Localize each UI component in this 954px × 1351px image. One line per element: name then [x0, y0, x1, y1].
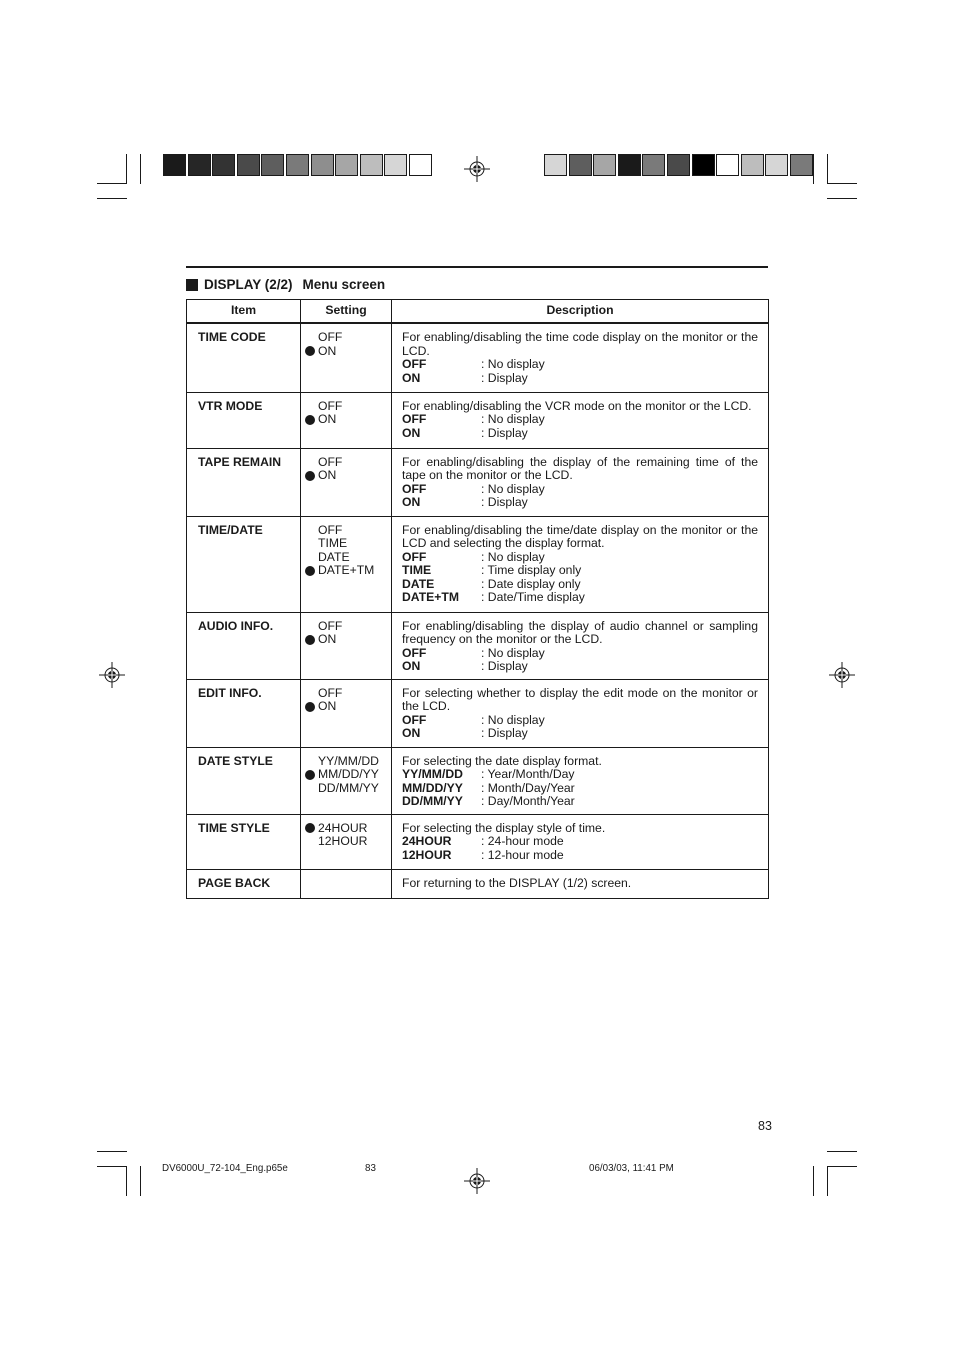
setting-option [305, 469, 391, 483]
setting-option-label: OFF [318, 618, 343, 633]
color-swatch [716, 154, 739, 176]
option-key: ON [402, 495, 421, 510]
color-swatch [692, 154, 715, 176]
description-text: For enabling/disabling the time/date display on the monitor or the LCD and selecting the display format. [402, 522, 758, 551]
description-text: For enabling/disabling the VCR mode on the monitor or the LCD. [402, 398, 752, 413]
setting-option [305, 782, 391, 796]
crop-mark [126, 154, 127, 184]
item-name: EDIT INFO. [187, 679, 301, 747]
option-value: : Day/Month/Year [481, 794, 575, 809]
option-value: : Display [481, 659, 528, 674]
header-item: Item [187, 300, 301, 324]
description-cell [392, 392, 769, 448]
registration-mark-icon [829, 662, 855, 688]
bullet-spacer [305, 525, 315, 535]
description-cell [392, 814, 769, 869]
color-swatch [409, 154, 432, 176]
crop-mark [140, 154, 141, 184]
option-definition [402, 496, 758, 510]
footer-page: 83 [365, 1163, 376, 1174]
setting-cell [301, 869, 392, 898]
option-definition [402, 714, 758, 728]
crop-mark [140, 1166, 141, 1196]
bullet-spacer [305, 552, 315, 562]
setting-option [305, 687, 391, 701]
setting-option [305, 537, 391, 551]
option-value: : Year/Month/Day [481, 767, 575, 782]
square-bullet-icon [186, 279, 198, 291]
table-row [187, 448, 769, 516]
option-key: OFF [402, 481, 427, 496]
setting-cell [301, 747, 392, 814]
option-value: : Display [481, 370, 528, 385]
color-swatch [163, 154, 186, 176]
description-cell [392, 516, 769, 612]
crop-mark [827, 1166, 828, 1196]
option-key: 24HOUR [402, 834, 452, 849]
option-definition [402, 591, 758, 605]
section-subtitle: Menu screen [302, 277, 386, 292]
crop-mark [827, 1166, 857, 1167]
setting-option-label: OFF [318, 685, 343, 700]
selected-bullet-icon [305, 415, 315, 425]
color-swatch [384, 154, 407, 176]
setting-cell [301, 679, 392, 747]
color-swatch [261, 154, 284, 176]
bullet-spacer [305, 401, 315, 411]
option-key: TIME [402, 563, 432, 578]
setting-cell [301, 612, 392, 679]
option-value: : No display [481, 412, 545, 427]
option-definition [402, 358, 758, 372]
option-key: OFF [402, 712, 427, 727]
option-value: : Display [481, 425, 528, 440]
crop-mark [813, 1166, 814, 1196]
option-value: : 24-hour mode [481, 834, 564, 849]
selected-bullet-icon [305, 823, 315, 833]
setting-option [305, 345, 391, 359]
option-definition [402, 768, 758, 782]
page-number: 83 [758, 1119, 772, 1133]
setting-option-label: ON [318, 699, 337, 714]
bullet-spacer [305, 333, 315, 343]
color-calibration-bar-right [544, 154, 815, 176]
setting-option [305, 822, 391, 836]
setting-option-label: DD/MM/YY [318, 780, 379, 795]
description-cell [392, 869, 769, 898]
option-key: OFF [402, 549, 427, 564]
table-row [187, 323, 769, 392]
setting-option-label: 24HOUR [318, 820, 368, 835]
option-definition [402, 372, 758, 386]
option-definition [402, 660, 758, 674]
selected-bullet-icon [305, 471, 315, 481]
option-key: YY/MM/DD [402, 767, 463, 782]
bullet-spacer [305, 837, 315, 847]
description-cell [392, 448, 769, 516]
section-rule [186, 266, 768, 268]
setting-option-label: 12HOUR [318, 834, 368, 849]
menu-table [186, 299, 769, 899]
color-swatch [593, 154, 616, 176]
description-text: For selecting the display style of time. [402, 820, 606, 835]
color-swatch [212, 154, 235, 176]
option-definition [402, 483, 758, 497]
crop-mark [97, 1151, 127, 1152]
setting-option [305, 835, 391, 849]
setting-option [305, 768, 391, 782]
color-swatch [188, 154, 211, 176]
setting-option-label: YY/MM/DD [318, 753, 379, 768]
option-definition [402, 727, 758, 741]
setting-cell [301, 516, 392, 612]
setting-option [305, 524, 391, 538]
description-cell [392, 612, 769, 679]
description-cell [392, 679, 769, 747]
description-text: For enabling/disabling the display of audio channel or sampling frequency on the monitor or the LCD. [402, 618, 758, 647]
selected-bullet-icon [305, 346, 315, 356]
header-description: Description [392, 300, 769, 324]
selected-bullet-icon [305, 635, 315, 645]
item-name: VTR MODE [187, 392, 301, 448]
option-key: OFF [402, 357, 427, 372]
setting-option-label: DATE+TM [318, 563, 375, 578]
setting-option [305, 413, 391, 427]
color-swatch [286, 154, 309, 176]
color-swatch [311, 154, 334, 176]
option-definition [402, 413, 758, 427]
table-row [187, 612, 769, 679]
option-key: ON [402, 726, 421, 741]
option-definition [402, 647, 758, 661]
description-text: For enabling/disabling the display of the remaining time of the tape on the monitor or the LCD. [402, 454, 758, 483]
option-definition [402, 578, 758, 592]
color-swatch [237, 154, 260, 176]
setting-cell [301, 448, 392, 516]
item-name: TIME CODE [187, 323, 301, 392]
option-value: : Date/Time display [481, 590, 585, 605]
option-value: : No display [481, 357, 545, 372]
option-definition [402, 564, 758, 578]
registration-mark-icon [464, 156, 490, 182]
crop-mark [97, 183, 127, 184]
section-title [186, 277, 385, 292]
color-swatch [544, 154, 567, 176]
item-name: TAPE REMAIN [187, 448, 301, 516]
color-swatch [667, 154, 690, 176]
option-definition [402, 835, 758, 849]
option-key: 12HOUR [402, 847, 452, 862]
bullet-spacer [305, 457, 315, 467]
setting-option [305, 400, 391, 414]
option-value: : No display [481, 549, 545, 564]
setting-option [305, 755, 391, 769]
setting-cell [301, 814, 392, 869]
table-row [187, 392, 769, 448]
option-definition [402, 427, 758, 441]
setting-option [305, 564, 391, 578]
description-cell [392, 323, 769, 392]
item-name: TIME/DATE [187, 516, 301, 612]
option-value: : 12-hour mode [481, 847, 564, 862]
crop-mark [126, 1166, 127, 1196]
color-swatch [569, 154, 592, 176]
option-key: OFF [402, 412, 427, 427]
bullet-spacer [305, 621, 315, 631]
color-swatch [335, 154, 358, 176]
option-value: : No display [481, 712, 545, 727]
crop-mark [827, 183, 857, 184]
table-row [187, 814, 769, 869]
option-value: : Display [481, 726, 528, 741]
table-row [187, 679, 769, 747]
option-key: DD/MM/YY [402, 794, 463, 809]
description-text: For selecting whether to display the edit mode on the monitor or the LCD. [402, 685, 758, 714]
item-name: AUDIO INFO. [187, 612, 301, 679]
setting-cell [301, 323, 392, 392]
setting-option-label: TIME [318, 536, 348, 551]
setting-option-label: OFF [318, 330, 343, 344]
option-key: MM/DD/YY [402, 780, 463, 795]
option-definition [402, 551, 758, 565]
color-calibration-bar-left [163, 154, 434, 176]
table-row [187, 747, 769, 814]
setting-option-label: DATE [318, 549, 350, 564]
registration-mark-icon [99, 662, 125, 688]
table-header-row [187, 300, 769, 324]
bullet-spacer [305, 688, 315, 698]
option-key: DATE [402, 576, 435, 591]
color-swatch [765, 154, 788, 176]
option-value: : Time display only [481, 563, 582, 578]
registration-mark-icon [464, 1168, 490, 1194]
selected-bullet-icon [305, 566, 315, 576]
option-key: ON [402, 425, 421, 440]
table-row [187, 869, 769, 898]
setting-option [305, 331, 391, 345]
option-value: : Display [481, 495, 528, 510]
option-key: DATE+TM [402, 590, 459, 605]
table-row [187, 516, 769, 612]
crop-mark [97, 1166, 127, 1167]
option-key: ON [402, 370, 421, 385]
setting-option-label: ON [318, 343, 337, 358]
option-value: : Month/Day/Year [481, 780, 575, 795]
item-name: PAGE BACK [187, 869, 301, 898]
setting-option-label: MM/DD/YY [318, 767, 379, 782]
setting-cell [301, 392, 392, 448]
crop-mark [827, 154, 828, 184]
crop-mark [827, 1151, 857, 1152]
option-value: : No display [481, 645, 545, 660]
setting-option-label: ON [318, 468, 337, 483]
option-definition [402, 849, 758, 863]
description-text: For enabling/disabling the time code display on the monitor or the LCD. [402, 330, 758, 358]
setting-option-label: OFF [318, 398, 343, 413]
setting-option-label: ON [318, 632, 337, 647]
option-key: OFF [402, 645, 427, 660]
item-name: DATE STYLE [187, 747, 301, 814]
color-swatch [741, 154, 764, 176]
selected-bullet-icon [305, 770, 315, 780]
crop-mark [97, 198, 127, 199]
section-title-text: DISPLAY (2/2) [204, 277, 293, 292]
setting-option-label: ON [318, 412, 337, 427]
selected-bullet-icon [305, 702, 315, 712]
setting-option [305, 633, 391, 647]
footer-file: DV6000U_72-104_Eng.p65e [162, 1163, 288, 1174]
setting-option-label: OFF [318, 522, 343, 537]
color-swatch [360, 154, 383, 176]
bullet-spacer [305, 539, 315, 549]
setting-option [305, 700, 391, 714]
crop-mark [827, 198, 857, 199]
description-text: For returning to the DISPLAY (1/2) screen. [402, 875, 632, 890]
option-value: : Date display only [481, 576, 581, 591]
option-value: : No display [481, 481, 545, 496]
color-swatch [642, 154, 665, 176]
header-setting: Setting [301, 300, 392, 324]
color-swatch [790, 154, 813, 176]
option-definition [402, 782, 758, 796]
color-swatch [618, 154, 641, 176]
setting-option-label: OFF [318, 454, 343, 469]
option-definition [402, 795, 758, 809]
setting-option [305, 456, 391, 470]
bullet-spacer [305, 756, 315, 766]
option-key: ON [402, 659, 421, 674]
footer-timestamp: 06/03/03, 11:41 PM [589, 1163, 674, 1174]
item-name: TIME STYLE [187, 814, 301, 869]
setting-option [305, 551, 391, 565]
setting-option [305, 620, 391, 634]
description-cell [392, 747, 769, 814]
bullet-spacer [305, 783, 315, 793]
description-text: For selecting the date display format. [402, 753, 602, 768]
